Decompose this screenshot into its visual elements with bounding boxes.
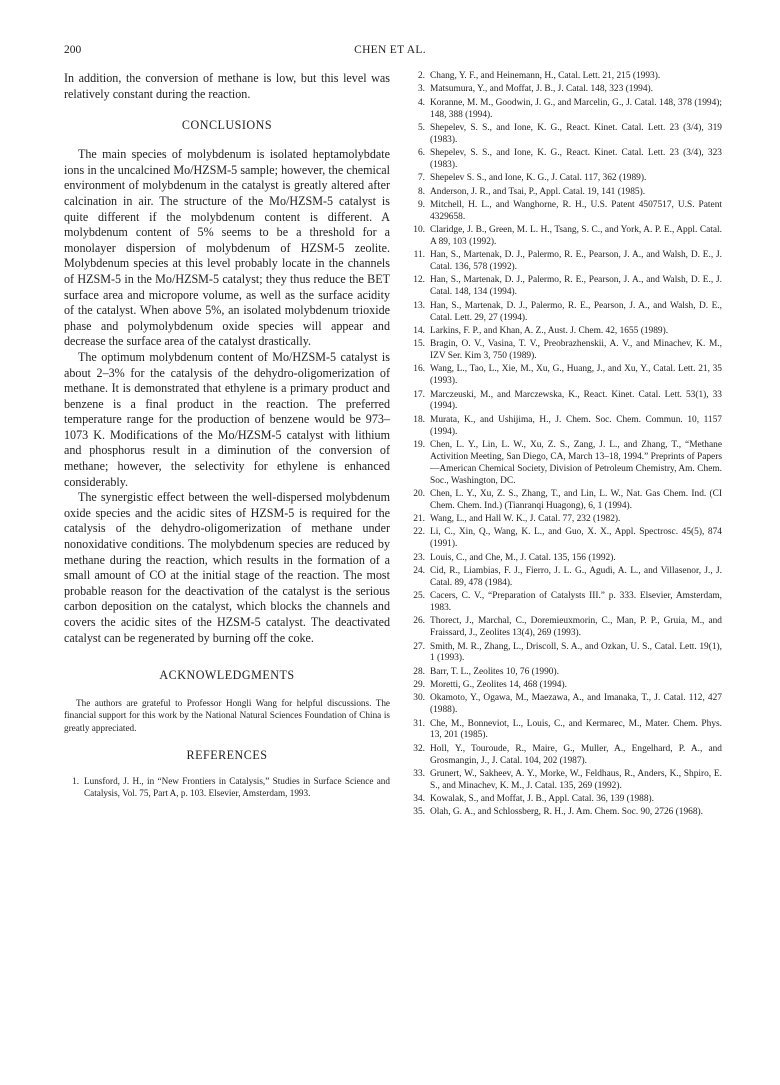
- reference-number: 26.: [413, 616, 425, 627]
- reference-number: 5.: [417, 122, 425, 133]
- reference-item: [410, 200, 722, 224]
- reference-item: [410, 744, 722, 768]
- reference-text: Marczeuski, M., and Marczewska, K., React. Kinet. Catal. Lett. 53(1), 33 (1994).: [430, 389, 722, 412]
- reference-item: [410, 173, 722, 185]
- reference-number: 32.: [413, 743, 425, 754]
- reference-item: [410, 187, 722, 199]
- reference-number: 1.: [72, 776, 79, 787]
- reference-text: Wang, L., and Hall W. K., J. Catal. 77, 232 (1982).: [430, 514, 621, 525]
- left-column: [64, 71, 390, 800]
- reference-text: Thorect, J., Marchal, C., Doremieuxmorin, C., Man, P. P., Gruia, M., and Fraissard, J., Zeolites 13(4), 269 (1993).: [430, 616, 722, 639]
- reference-text: Chen, L. Y., Xu, Z. S., Zhang, T., and Lin, L. W., Nat. Gas Chem. Ind. (CI Chem. Chem. Ind.) (Tianranqi Huagong), 6, 1 (1994).: [430, 488, 722, 511]
- reference-1: [64, 775, 390, 800]
- reference-text: Chen, L. Y., Lin, L. W., Xu, Z. S., Zang, J. L., and Zhang, T., “Methane Activition Meeting, San Diego, CA, March 13–18, 1994.” Preprints of Papers—American Chemical Society, Division of Petroleum Chemistry, Am. Chem. Soc., Washington, DC.: [430, 439, 722, 486]
- reference-number: 12.: [413, 275, 425, 286]
- reference-item: [410, 719, 722, 743]
- reference-number: 24.: [413, 565, 425, 576]
- reference-item: [410, 98, 722, 122]
- reference-text: Chang, Y. F., and Heinemann, H., Catal. Lett. 21, 215 (1993).: [430, 71, 661, 81]
- reference-text: Cid, R., Liambias, F. J., Fierro, J. L. G., Agudi, A. L., and Villasenor, J., J. Catal. 89, 478 (1984).: [430, 565, 722, 588]
- acknowledgments-text: The authors are grateful to Professor Hongli Wang for helpful discussions. The financial support for this work by the National Natural Sciences Foundation of China is greatly appreciated.: [64, 698, 390, 733]
- reference-text: Koranne, M. M., Goodwin, J. G., and Marcelin, G., J. Catal. 148, 378 (1994); 148, 388 (1994).: [430, 97, 722, 120]
- reference-text: Han, S., Martenak, D. J., Palermo, R. E., Pearson, J. A., and Walsh, D. E., J. Catal. 148, 134 (1994).: [430, 275, 722, 298]
- reference-text: Shepelev S. S., and Ione, K. G., J. Catal. 117, 362 (1989).: [430, 173, 647, 184]
- reference-number: 28.: [413, 666, 425, 677]
- page-number: 200: [64, 44, 82, 56]
- reference-text: Holl, Y., Touroude, R., Maire, G., Muller, A., Engelhard, P. A., and Grosmangin, J., J. Catal. 104, 202 (1987).: [430, 743, 722, 766]
- reference-number: 7.: [417, 173, 425, 184]
- reference-number: 27.: [413, 641, 425, 652]
- reference-text: Mitchell, H. L., and Wanghorne, R. H., U.S. Patent 4507517, U.S. Patent 4329658.: [430, 199, 722, 222]
- reference-number: 25.: [413, 591, 425, 602]
- reference-item: [410, 71, 722, 83]
- reference-text: Okamoto, Y., Ogawa, M., Maezawa, A., and Imanaka, T., J. Catal. 112, 427 (1988).: [430, 693, 722, 716]
- reference-text: Grunert, W., Sakheev, A. Y., Morke, W., Feldhaus, R., Anders, K., Shpiro, E. S., and Minachev, K. M., J. Catal. 135, 269 (1992).: [430, 768, 722, 791]
- reference-text: Shepelev, S. S., and Ione, K. G., React. Kinet. Catal. Lett. 23 (3/4), 319 (1983).: [430, 122, 722, 145]
- acknowledgments-heading: ACKNOWLEDGMENTS: [159, 668, 295, 683]
- reference-item: [410, 807, 722, 819]
- reference-number: 9.: [417, 199, 425, 210]
- reference-text: Li, C., Xin, Q., Wang, K. L., and Guo, X. X., Appl. Spectrosc. 45(5), 874 (1991).: [430, 527, 722, 550]
- reference-text: Che, M., Bonneviot, L., Louis, C., and Kermarec, M., Mater. Chem. Phys. 13, 201 (1985).: [430, 718, 722, 741]
- reference-text: Cacers, C. V., “Preparation of Catalysts III.” p. 333. Elsevier, Amsterdam, 1983.: [430, 591, 722, 614]
- reference-item: [410, 616, 722, 640]
- reference-item: [410, 326, 722, 338]
- reference-text: Lunsford, J. H., in “New Frontiers in Catalysis,” Studies in Surface Science and Catalysis, Vol. 75, Part A, p. 103. Elsevier, Amsterdam, 1993.: [84, 776, 390, 799]
- reference-item: [410, 364, 722, 388]
- reference-text: Matsumura, Y., and Moffat, J. B., J. Catal. 148, 323 (1994).: [430, 84, 653, 95]
- reference-text: Kowalak, S., and Moffat, J. B., Appl. Catal. 36, 139 (1988).: [430, 794, 655, 805]
- reference-item: [410, 440, 722, 488]
- reference-number: 35.: [413, 807, 425, 818]
- reference-number: 20.: [413, 488, 425, 499]
- reference-text: Murata, K., and Ushijima, H., J. Chem. Soc. Chem. Commun. 10, 1157 (1994).: [430, 414, 722, 437]
- reference-number: 6.: [417, 148, 425, 158]
- reference-number: 22.: [413, 527, 425, 538]
- conclusions-heading: CONCLUSIONS: [181, 118, 273, 133]
- reference-item: [410, 275, 722, 299]
- reference-text: Claridge, J. B., Green, M. L. H., Tsang, S. C., and York, A. P. E., Appl. Catal. A 89, 103 (1992).: [430, 225, 722, 247]
- reference-item: [410, 642, 722, 666]
- reference-number: 8.: [417, 186, 425, 197]
- reference-item: [410, 769, 722, 793]
- reference-number: 2.: [417, 71, 425, 81]
- reference-number: 16.: [413, 364, 425, 375]
- right-column: [410, 71, 722, 821]
- reference-number: 10.: [413, 225, 425, 235]
- conclusions-paragraph-3: The synergistic effect between the well-dispersed molybdenum oxide species and the acidic sites of HZSM-5 is required for the catalysis of the dehydro-oligomerization of methane under nonoxidative conditions. The molybdenum species are reduced by methane during the reaction, which results in the formation of a small amount of CO at the initial stage of the reaction. The most probable reason for the deactivation of the catalyst is the serious carbon deposition on the catalyst, which blocks the channels and covers the acidic sites of the HZSM-5 catalyst. The deactivated catalyst can be regenerated by burning off the coke.: [64, 490, 390, 645]
- reference-item: [410, 148, 722, 172]
- reference-number: 4.: [417, 97, 425, 108]
- reference-text: Anderson, J. R., and Tsai, P., Appl. Catal. 19, 141 (1985).: [430, 186, 646, 197]
- reference-item: [410, 489, 722, 513]
- reference-text: Larkins, F. P., and Khan, A. Z., Aust. J. Chem. 42, 1655 (1989).: [430, 325, 669, 336]
- reference-number: 29.: [413, 680, 425, 691]
- reference-number: 19.: [413, 439, 425, 450]
- conclusions-paragraph-2: The optimum molybdenum content of Mo/HZSM-5 catalyst is about 2–3% for the catalysis of the dehydro-oligomerization of methane. It is demonstrated that ethylene is a primary product and benzene is a final product in the reaction. The preferred temperature range for the production of benzene would be 973–1073 K. Modifications of the Mo/HZSM-5 catalyst with lithium and phosphorus result in a diminution of the conversion of methane; however, the selectivity for ethylene is enhanced considerably.: [64, 349, 390, 489]
- reference-text: Han, S., Martenak, D. J., Palermo, R. E., Pearson, J. A., and Walsh, D. E., Catal. Lett. 29, 27 (1994).: [430, 300, 722, 323]
- reference-number: 21.: [413, 514, 425, 525]
- reference-number: 15.: [413, 339, 425, 350]
- reference-item: [410, 339, 722, 363]
- reference-item: [410, 794, 722, 806]
- reference-item: [410, 566, 722, 590]
- reference-item: [410, 667, 722, 679]
- reference-item: [410, 591, 722, 615]
- references-heading: REFERENCES: [186, 748, 268, 763]
- reference-number: 14.: [413, 325, 425, 336]
- reference-number: 3.: [417, 84, 425, 95]
- reference-text: Han, S., Martenak, D. J., Palermo, R. E., Pearson, J. A., and Walsh, D. E., J. Catal. 136, 578 (1992).: [430, 250, 722, 273]
- reference-item: [410, 415, 722, 439]
- reference-item: [410, 225, 722, 249]
- reference-number: 23.: [413, 552, 425, 563]
- running-head: CHEN ET AL.: [354, 44, 426, 56]
- reference-number: 13.: [413, 300, 425, 311]
- reference-number: 33.: [413, 768, 425, 779]
- page-header: [64, 44, 716, 60]
- reference-number: 17.: [413, 389, 425, 400]
- reference-item: [410, 514, 722, 526]
- reference-number: 34.: [413, 794, 425, 805]
- reference-item: [410, 527, 722, 551]
- reference-number: 31.: [413, 718, 425, 729]
- reference-item: [410, 553, 722, 565]
- reference-text: Barr, T. L., Zeolites 10, 76 (1990).: [430, 666, 559, 677]
- reference-item: [410, 680, 722, 692]
- reference-text: Moretti, G., Zeolites 14, 468 (1994).: [430, 680, 567, 691]
- reference-text: Shepelev, S. S., and Ione, K. G., React. Kinet. Catal. Lett. 23 (3/4), 323 (1983).: [430, 148, 722, 170]
- reference-item: [410, 693, 722, 717]
- reference-item: [410, 123, 722, 147]
- reference-text: Smith, M. R., Zhang, L., Driscoll, S. A., and Ozkan, U. S., Catal. Lett. 19(1), 1 (1993).: [430, 641, 722, 664]
- reference-list: [410, 71, 722, 819]
- reference-item: [410, 250, 722, 274]
- reference-item: [410, 84, 722, 96]
- reference-item: [410, 301, 722, 325]
- reference-text: Wang, L., Tao, L., Xie, M., Xu, G., Huang, J., and Xu, Y., Catal. Lett. 21, 35 (1993).: [430, 364, 722, 387]
- reference-text: Olah, G. A., and Schlossberg, R. H., J. Am. Chem. Soc. 90, 2726 (1968).: [430, 807, 703, 818]
- reference-number: 30.: [413, 693, 425, 704]
- reference-text: Bragin, O. V., Vasina, T. V., Preobrazhenskii, A. V., and Minachev, K. M., IZV Ser. Kim 3, 750 (1989).: [430, 339, 722, 362]
- reference-number: 18.: [413, 414, 425, 425]
- reference-number: 11.: [413, 250, 425, 261]
- conclusions-paragraph-1: The main species of molybdenum is isolated heptamolybdate ions in the uncalcined Mo/HZSM-5 sample; however, the chemical environment of molybdenum in the catalyst is greatly altered after calcination in air. The structure of the Mo/HZSM-5 catalyst is quite different if the molybdenum content is different. A molybdenum content of 5% seems to be a threshold for a monolayer dispersion of molybdenum of HZSM-5 zeolite. Molybdenum species at this level probably locate in the channels of HZSM-5 in the Mo/HZSM-5 catalyst; they thus reduce the BET surface area and micropore volume, as well as the surface acidity of the catalyst. When above 5%, an isolated molybdenum trioxide phase and polymolybdenum oxide species will appear and decrease the surface area of the catalyst drastically.: [64, 147, 390, 349]
- reference-item: [410, 390, 722, 414]
- reference-text: Louis, C., and Che, M., J. Catal. 135, 156 (1992).: [430, 552, 616, 563]
- intro-paragraph: In addition, the conversion of methane is low, but this level was relatively constant during the reaction.: [64, 71, 390, 101]
